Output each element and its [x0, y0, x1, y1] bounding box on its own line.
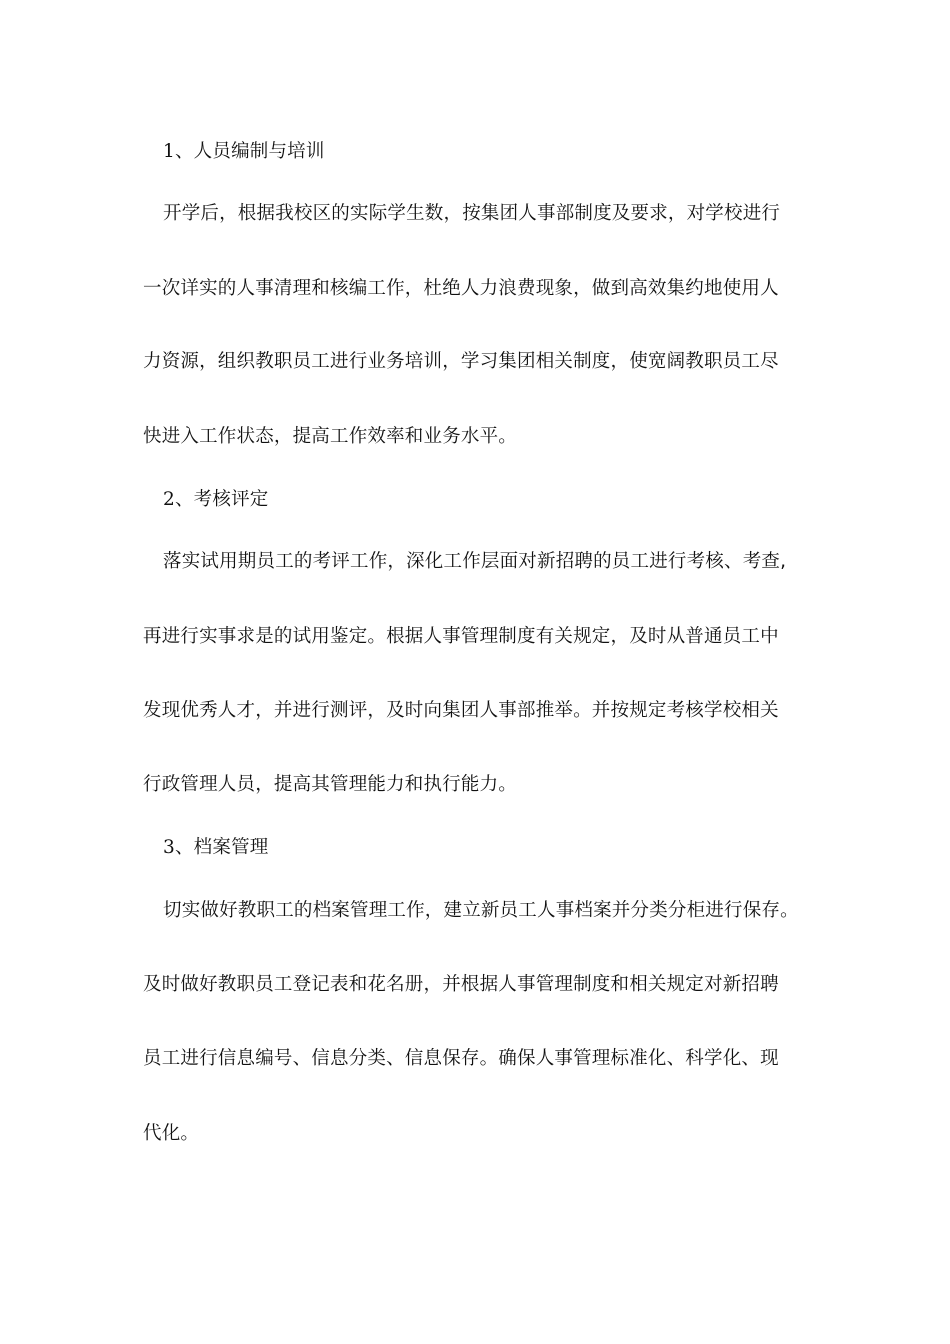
section-2-line-3: 发现优秀人才，并进行测评，及时向集团人事部推举。并按规定考核学校相关 [143, 700, 779, 721]
section-2-line-4: 行政管理人员，提高其管理能力和执行能力。 [143, 774, 518, 795]
section-1-line-2: 一次详实的人事清理和核编工作，杜绝人力浪费现象，做到高效集约地使用人 [143, 278, 779, 299]
section-3-title: 、档案管理 [174, 837, 269, 858]
section-3-line-4: 代化。 [143, 1123, 200, 1144]
section-1-heading [163, 139, 863, 165]
section-2-line-2: 再进行实事求是的试用鉴定。根据人事管理制度有关规定，及时从普通员工中 [143, 626, 779, 647]
section-1-title: 、人员编制与培训 [174, 141, 325, 162]
section-1-line-4: 快进入工作状态，提高工作效率和业务水平。 [143, 426, 518, 447]
section-1-line-3: 力资源，组织教职员工进行业务培训，学习集团相关制度，使宽阔教职员工尽 [143, 351, 779, 372]
section-1-number: 1 [163, 141, 175, 162]
section-2-heading [163, 487, 863, 513]
section-3-number: 3 [163, 837, 175, 858]
section-3-heading [163, 835, 863, 861]
section-2-number: 2 [163, 489, 175, 510]
section-3-line-3: 员工进行信息编号、信息分类、信息保存。确保人事管理标准化、科学化、现 [143, 1048, 779, 1069]
section-3-line-2: 及时做好教职员工登记表和花名册，并根据人事管理制度和相关规定对新招聘 [143, 974, 779, 995]
section-2-title: 、考核评定 [174, 489, 269, 510]
section-2-line-1: 落实试用期员工的考评工作，深化工作层面对新招聘的员工进行考核、考查, [163, 551, 787, 572]
section-1-line-1: 开学后，根据我校区的实际学生数，按集团人事部制度及要求，对学校进行 [163, 203, 781, 224]
section-3-line-1: 切实做好教职工的档案管理工作，建立新员工人事档案并分类分柜进行保存。 [163, 900, 799, 921]
